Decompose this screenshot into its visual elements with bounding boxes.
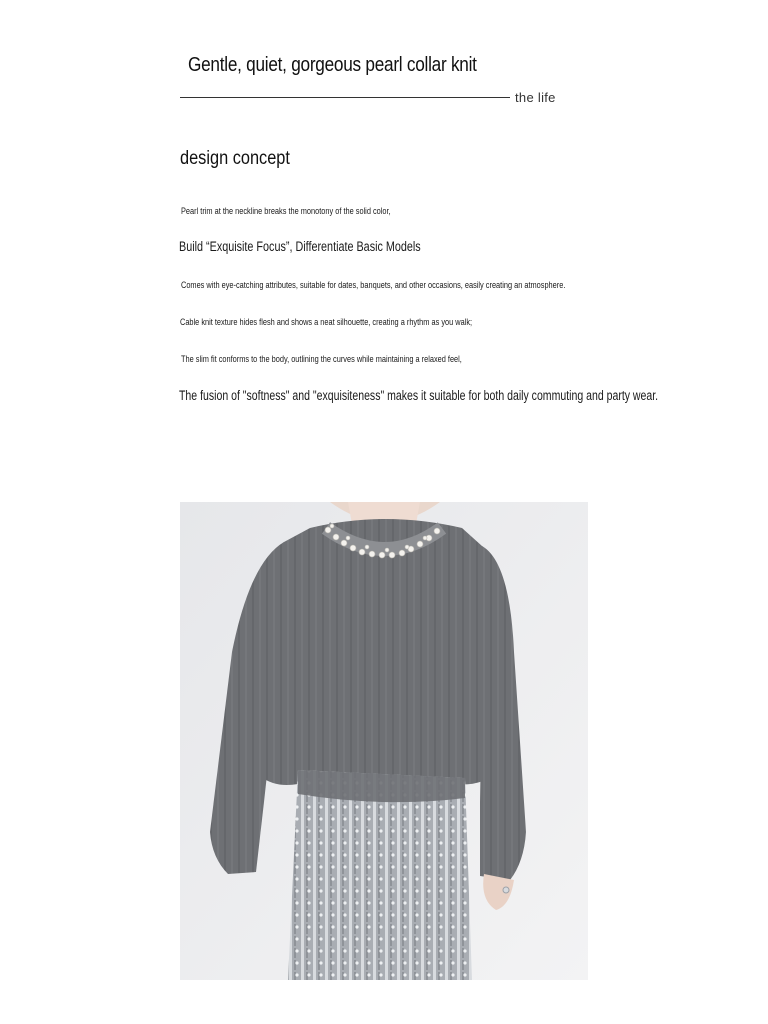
product-photo bbox=[180, 502, 588, 980]
section-heading: design concept bbox=[180, 148, 290, 169]
tagline: the life bbox=[515, 90, 556, 105]
concept-line-3: Comes with eye-catching attributes, suitable for dates, banquets, and other occasions, easily creating an atmosphere. bbox=[181, 280, 566, 290]
title-divider bbox=[180, 97, 510, 98]
concept-line-5: The slim fit conforms to the body, outlining the curves while maintaining a relaxed feel, bbox=[181, 354, 462, 364]
page-title: Gentle, quiet, gorgeous pearl collar knit bbox=[188, 54, 477, 76]
concept-line-4: Cable knit texture hides flesh and shows a neat silhouette, creating a rhythm as you walk; bbox=[180, 317, 473, 327]
concept-line-6: The fusion of "softness" and "exquisiteness" makes it suitable for both daily commuting and party wear. bbox=[179, 388, 659, 403]
model-illustration bbox=[180, 502, 588, 980]
concept-line-2: Build “Exquisite Focus”, Differentiate Basic Models bbox=[179, 239, 421, 254]
concept-line-1: Pearl trim at the neckline breaks the monotony of the solid color, bbox=[181, 206, 391, 216]
